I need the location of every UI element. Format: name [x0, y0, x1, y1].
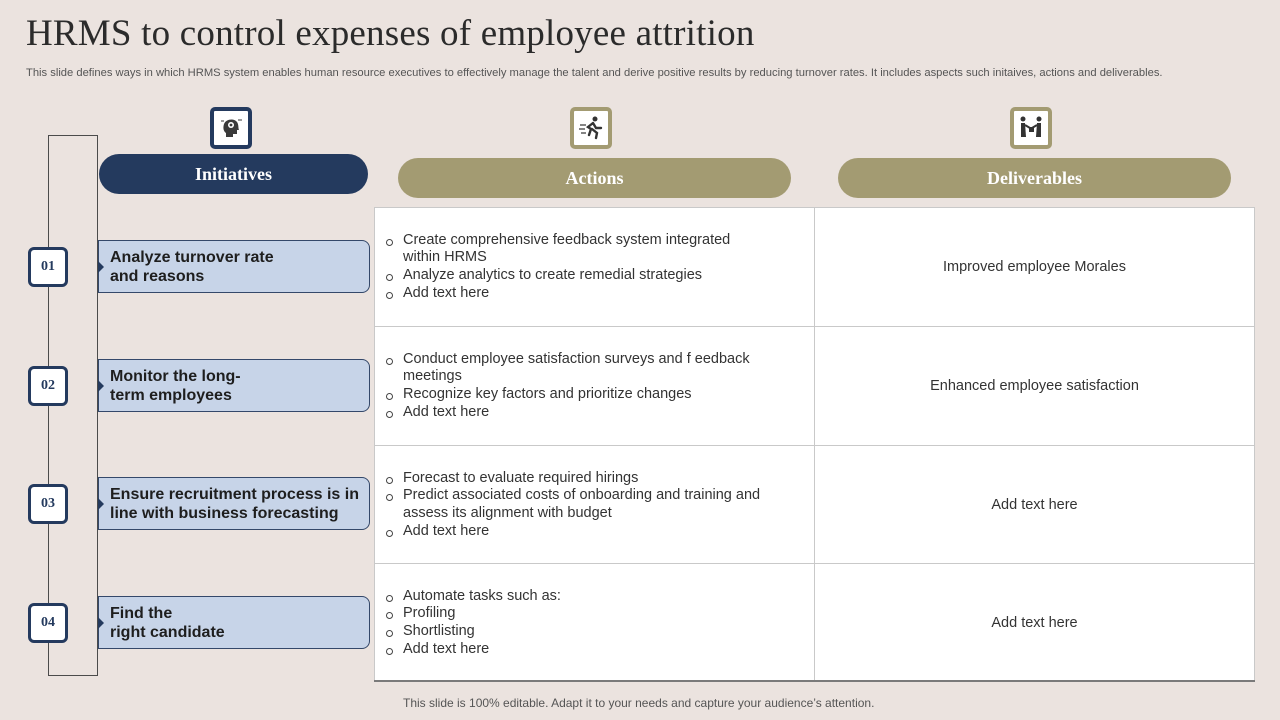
handshake-icon	[1010, 107, 1052, 149]
action-item: Add text here	[385, 641, 561, 659]
initiative-box-03	[98, 477, 370, 530]
action-item: Conduct employee satisfaction surveys and f eedback meetings	[385, 351, 763, 386]
actions-deliverables-table	[374, 207, 1255, 682]
footer-note: This slide is 100% editable. Adapt it to your needs and capture your audience’s attention.	[403, 696, 875, 710]
table-row	[375, 563, 1254, 682]
initiative-label: Find the right candidate	[110, 604, 225, 641]
initiative-box-01	[98, 240, 370, 293]
action-item: Automate tasks such as:	[385, 588, 561, 606]
actions-cell	[375, 327, 815, 445]
action-item: Shortlisting	[385, 623, 561, 641]
action-item: Add text here	[385, 404, 763, 422]
head-gear-icon	[210, 107, 252, 149]
action-item: Add text here	[385, 285, 763, 303]
page-title: HRMS to control expenses of employee attrition	[26, 13, 755, 54]
action-item: Recognize key factors and prioritize changes	[385, 386, 763, 404]
action-item: Add text here	[385, 523, 763, 541]
initiative-label: Analyze turnover rate and reasons	[110, 248, 274, 285]
step-number-04: 04	[28, 603, 68, 643]
table-bottom-rule	[374, 680, 1255, 682]
action-item: Analyze analytics to create remedial strategies	[385, 267, 763, 285]
deliverables-header: Deliverables	[838, 158, 1231, 198]
deliverable-cell: Improved employee Morales	[943, 259, 1126, 275]
actions-cell	[375, 564, 815, 682]
action-item: Forecast to evaluate required hirings	[385, 470, 763, 488]
initiatives-header: Initiatives	[99, 154, 368, 194]
table-row	[375, 326, 1254, 445]
action-item: Create comprehensive feedback system integrated within HRMS	[385, 232, 763, 267]
actions-header: Actions	[398, 158, 791, 198]
action-item: Profiling	[385, 605, 561, 623]
initiative-box-02	[98, 359, 370, 412]
page-subtitle: This slide defines ways in which HRMS system enables human resource executives to effectively manage the talent and derive positive results by reducing turnover rates. It includes aspects such initaives, actions and deliverables.	[26, 67, 1163, 79]
running-person-icon	[570, 107, 612, 149]
table-row	[375, 208, 1254, 326]
initiative-label: Monitor the long- term employees	[110, 367, 241, 404]
initiative-box-04	[98, 596, 370, 649]
deliverable-cell: Add text here	[991, 615, 1078, 631]
step-number-01: 01	[28, 247, 68, 287]
action-item: Predict associated costs of onboarding and training and assess its alignment with budget	[385, 487, 763, 522]
table-row	[375, 445, 1254, 564]
initiative-label: Ensure recruitment process is in line with business forecasting	[110, 485, 359, 522]
actions-cell	[375, 208, 815, 326]
deliverable-cell: Add text here	[991, 497, 1078, 513]
step-number-03: 03	[28, 484, 68, 524]
deliverable-cell: Enhanced employee satisfaction	[930, 378, 1139, 394]
step-number-02: 02	[28, 366, 68, 406]
actions-cell	[375, 446, 815, 564]
